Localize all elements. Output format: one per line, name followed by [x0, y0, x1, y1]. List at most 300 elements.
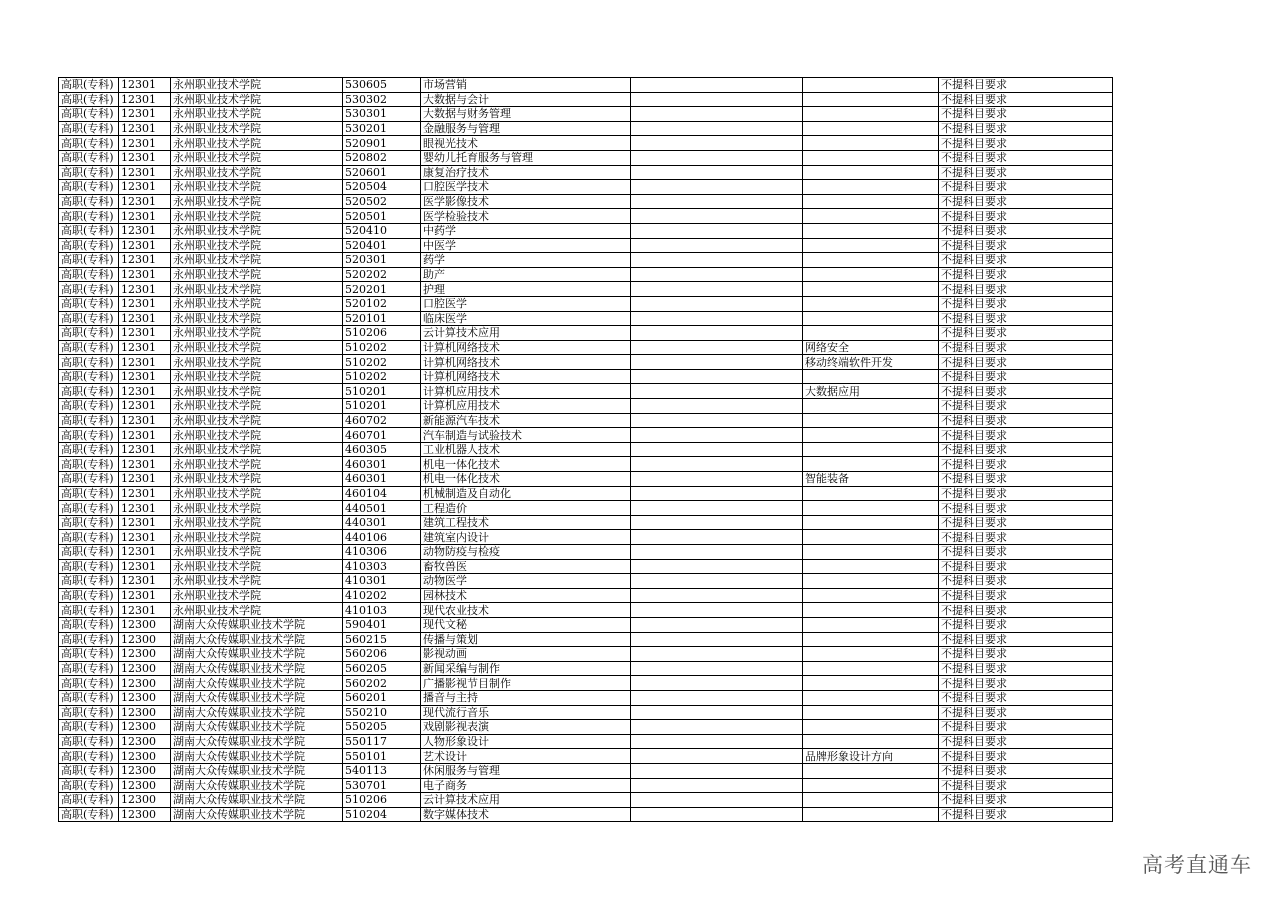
- table-row: [59, 369, 1113, 384]
- major-code-cell: 530301: [343, 107, 421, 122]
- major-code-cell: 410303: [343, 559, 421, 574]
- major-name-cell: 药学: [421, 253, 631, 268]
- major-name-cell: 电子商务: [421, 778, 631, 793]
- major-code-cell: 460301: [343, 472, 421, 487]
- major-code-cell: 510206: [343, 326, 421, 341]
- school-name-cell: 永州职业技术学院: [171, 267, 343, 282]
- direction-cell: 移动终端软件开发: [803, 355, 939, 370]
- blank-cell: [631, 734, 803, 749]
- school-name-cell: 永州职业技术学院: [171, 180, 343, 195]
- school-name-cell: 永州职业技术学院: [171, 253, 343, 268]
- table-row: [59, 763, 1113, 778]
- direction-cell: [803, 676, 939, 691]
- table-row: [59, 209, 1113, 224]
- table-row: [59, 194, 1113, 209]
- school-name-cell: 永州职业技术学院: [171, 486, 343, 501]
- school-code-cell: 12301: [119, 428, 171, 443]
- school-code-cell: 12301: [119, 559, 171, 574]
- school-name-cell: 永州职业技术学院: [171, 150, 343, 165]
- major-code-cell: 560205: [343, 661, 421, 676]
- level-cell: 高职(专科): [59, 588, 119, 603]
- major-name-cell: 动物医学: [421, 574, 631, 589]
- school-code-cell: 12301: [119, 326, 171, 341]
- requirement-cell: 不提科目要求: [939, 501, 1113, 516]
- requirement-cell: 不提科目要求: [939, 705, 1113, 720]
- blank-cell: [631, 296, 803, 311]
- level-cell: 高职(专科): [59, 223, 119, 238]
- table-row: [59, 734, 1113, 749]
- blank-cell: [631, 778, 803, 793]
- requirement-cell: 不提科目要求: [939, 588, 1113, 603]
- major-code-cell: 510204: [343, 807, 421, 822]
- direction-cell: [803, 734, 939, 749]
- blank-cell: [631, 399, 803, 414]
- blank-cell: [631, 793, 803, 808]
- major-name-cell: 现代文秘: [421, 617, 631, 632]
- major-code-cell: 440301: [343, 515, 421, 530]
- level-cell: 高职(专科): [59, 749, 119, 764]
- major-name-cell: 机械制造及自动化: [421, 486, 631, 501]
- level-cell: 高职(专科): [59, 472, 119, 487]
- blank-cell: [631, 326, 803, 341]
- school-name-cell: 永州职业技术学院: [171, 399, 343, 414]
- major-name-cell: 云计算技术应用: [421, 326, 631, 341]
- level-cell: 高职(专科): [59, 501, 119, 516]
- level-cell: 高职(专科): [59, 296, 119, 311]
- requirement-cell: 不提科目要求: [939, 690, 1113, 705]
- major-code-cell: 520102: [343, 296, 421, 311]
- school-name-cell: 永州职业技术学院: [171, 238, 343, 253]
- school-code-cell: 12301: [119, 150, 171, 165]
- major-name-cell: 艺术设计: [421, 749, 631, 764]
- school-name-cell: 永州职业技术学院: [171, 442, 343, 457]
- major-name-cell: 机电一体化技术: [421, 457, 631, 472]
- blank-cell: [631, 603, 803, 618]
- direction-cell: [803, 282, 939, 297]
- school-name-cell: 永州职业技术学院: [171, 603, 343, 618]
- school-code-cell: 12301: [119, 296, 171, 311]
- requirement-cell: 不提科目要求: [939, 384, 1113, 399]
- major-name-cell: 汽车制造与试验技术: [421, 428, 631, 443]
- major-code-cell: 410103: [343, 603, 421, 618]
- level-cell: 高职(专科): [59, 793, 119, 808]
- major-code-cell: 550210: [343, 705, 421, 720]
- requirement-cell: 不提科目要求: [939, 545, 1113, 560]
- direction-cell: [803, 793, 939, 808]
- direction-cell: [803, 209, 939, 224]
- level-cell: 高职(专科): [59, 457, 119, 472]
- blank-cell: [631, 647, 803, 662]
- requirement-cell: 不提科目要求: [939, 399, 1113, 414]
- school-code-cell: 12300: [119, 793, 171, 808]
- blank-cell: [631, 574, 803, 589]
- school-code-cell: 12300: [119, 807, 171, 822]
- major-name-cell: 云计算技术应用: [421, 793, 631, 808]
- direction-cell: [803, 632, 939, 647]
- blank-cell: [631, 515, 803, 530]
- school-code-cell: 12301: [119, 165, 171, 180]
- requirement-cell: 不提科目要求: [939, 559, 1113, 574]
- school-code-cell: 12301: [119, 603, 171, 618]
- requirement-cell: 不提科目要求: [939, 296, 1113, 311]
- level-cell: 高职(专科): [59, 399, 119, 414]
- table-row: [59, 180, 1113, 195]
- major-code-cell: 540113: [343, 763, 421, 778]
- requirement-cell: 不提科目要求: [939, 632, 1113, 647]
- level-cell: 高职(专科): [59, 253, 119, 268]
- major-code-cell: 520901: [343, 136, 421, 151]
- school-code-cell: 12301: [119, 413, 171, 428]
- direction-cell: [803, 705, 939, 720]
- school-name-cell: 永州职业技术学院: [171, 92, 343, 107]
- requirement-cell: 不提科目要求: [939, 734, 1113, 749]
- direction-cell: [803, 442, 939, 457]
- requirement-cell: 不提科目要求: [939, 617, 1113, 632]
- blank-cell: [631, 238, 803, 253]
- major-name-cell: 现代农业技术: [421, 603, 631, 618]
- table-row: [59, 296, 1113, 311]
- major-code-cell: 520601: [343, 165, 421, 180]
- blank-cell: [631, 311, 803, 326]
- blank-cell: [631, 282, 803, 297]
- major-name-cell: 口腔医学: [421, 296, 631, 311]
- level-cell: 高职(专科): [59, 121, 119, 136]
- requirement-cell: 不提科目要求: [939, 807, 1113, 822]
- school-code-cell: 12301: [119, 574, 171, 589]
- major-code-cell: 510201: [343, 384, 421, 399]
- direction-cell: [803, 92, 939, 107]
- table-row: [59, 559, 1113, 574]
- requirement-cell: 不提科目要求: [939, 486, 1113, 501]
- direction-cell: [803, 545, 939, 560]
- major-code-cell: 510201: [343, 399, 421, 414]
- direction-cell: [803, 588, 939, 603]
- school-name-cell: 永州职业技术学院: [171, 545, 343, 560]
- major-code-cell: 550101: [343, 749, 421, 764]
- school-code-cell: 12301: [119, 340, 171, 355]
- major-name-cell: 中药学: [421, 223, 631, 238]
- school-name-cell: 永州职业技术学院: [171, 326, 343, 341]
- school-name-cell: 永州职业技术学院: [171, 165, 343, 180]
- school-name-cell: 永州职业技术学院: [171, 223, 343, 238]
- blank-cell: [631, 78, 803, 93]
- major-code-cell: 460104: [343, 486, 421, 501]
- table-row: [59, 282, 1113, 297]
- direction-cell: 网络安全: [803, 340, 939, 355]
- major-code-cell: 560202: [343, 676, 421, 691]
- table-row: [59, 136, 1113, 151]
- level-cell: 高职(专科): [59, 180, 119, 195]
- direction-cell: [803, 78, 939, 93]
- direction-cell: [803, 647, 939, 662]
- blank-cell: [631, 194, 803, 209]
- direction-cell: [803, 238, 939, 253]
- direction-cell: [803, 559, 939, 574]
- major-code-cell: 440106: [343, 530, 421, 545]
- school-name-cell: 永州职业技术学院: [171, 136, 343, 151]
- school-code-cell: 12301: [119, 209, 171, 224]
- school-name-cell: 湖南大众传媒职业技术学院: [171, 778, 343, 793]
- table-row: [59, 326, 1113, 341]
- level-cell: 高职(专科): [59, 326, 119, 341]
- blank-cell: [631, 442, 803, 457]
- major-name-cell: 现代流行音乐: [421, 705, 631, 720]
- school-name-cell: 湖南大众传媒职业技术学院: [171, 734, 343, 749]
- school-name-cell: 永州职业技术学院: [171, 588, 343, 603]
- direction-cell: [803, 690, 939, 705]
- direction-cell: [803, 136, 939, 151]
- school-code-cell: 12301: [119, 530, 171, 545]
- major-code-cell: 550205: [343, 720, 421, 735]
- table-row: [59, 150, 1113, 165]
- school-name-cell: 永州职业技术学院: [171, 311, 343, 326]
- table-row: [59, 617, 1113, 632]
- school-name-cell: 湖南大众传媒职业技术学院: [171, 676, 343, 691]
- requirement-cell: 不提科目要求: [939, 442, 1113, 457]
- direction-cell: [803, 107, 939, 122]
- requirement-cell: 不提科目要求: [939, 267, 1113, 282]
- major-name-cell: 工业机器人技术: [421, 442, 631, 457]
- major-name-cell: 计算机网络技术: [421, 369, 631, 384]
- requirement-cell: 不提科目要求: [939, 676, 1113, 691]
- school-code-cell: 12301: [119, 121, 171, 136]
- school-code-cell: 12300: [119, 690, 171, 705]
- blank-cell: [631, 369, 803, 384]
- requirement-cell: 不提科目要求: [939, 778, 1113, 793]
- school-code-cell: 12301: [119, 355, 171, 370]
- major-code-cell: 460305: [343, 442, 421, 457]
- blank-cell: [631, 136, 803, 151]
- table-row: [59, 603, 1113, 618]
- blank-cell: [631, 253, 803, 268]
- table-body: [59, 78, 1113, 822]
- level-cell: 高职(专科): [59, 705, 119, 720]
- direction-cell: [803, 457, 939, 472]
- school-code-cell: 12300: [119, 676, 171, 691]
- requirement-cell: 不提科目要求: [939, 194, 1113, 209]
- level-cell: 高职(专科): [59, 238, 119, 253]
- school-code-cell: 12301: [119, 311, 171, 326]
- school-code-cell: 12301: [119, 588, 171, 603]
- level-cell: 高职(专科): [59, 107, 119, 122]
- level-cell: 高职(专科): [59, 340, 119, 355]
- table-row: [59, 807, 1113, 822]
- level-cell: 高职(专科): [59, 355, 119, 370]
- school-name-cell: 永州职业技术学院: [171, 501, 343, 516]
- blank-cell: [631, 223, 803, 238]
- major-name-cell: 影视动画: [421, 647, 631, 662]
- level-cell: 高职(专科): [59, 136, 119, 151]
- direction-cell: [803, 486, 939, 501]
- major-code-cell: 520501: [343, 209, 421, 224]
- blank-cell: [631, 676, 803, 691]
- level-cell: 高职(专科): [59, 486, 119, 501]
- table-row: [59, 501, 1113, 516]
- major-name-cell: 园林技术: [421, 588, 631, 603]
- requirement-cell: 不提科目要求: [939, 749, 1113, 764]
- direction-cell: [803, 428, 939, 443]
- direction-cell: [803, 165, 939, 180]
- table-row: [59, 253, 1113, 268]
- major-code-cell: 590401: [343, 617, 421, 632]
- major-code-cell: 510206: [343, 793, 421, 808]
- table-row: [59, 399, 1113, 414]
- level-cell: 高职(专科): [59, 150, 119, 165]
- requirement-cell: 不提科目要求: [939, 515, 1113, 530]
- requirement-cell: 不提科目要求: [939, 472, 1113, 487]
- direction-cell: [803, 311, 939, 326]
- major-name-cell: 助产: [421, 267, 631, 282]
- blank-cell: [631, 690, 803, 705]
- major-name-cell: 传播与策划: [421, 632, 631, 647]
- direction-cell: [803, 399, 939, 414]
- major-code-cell: 520202: [343, 267, 421, 282]
- school-code-cell: 12301: [119, 515, 171, 530]
- school-code-cell: 12301: [119, 282, 171, 297]
- major-code-cell: 440501: [343, 501, 421, 516]
- level-cell: 高职(专科): [59, 165, 119, 180]
- level-cell: 高职(专科): [59, 545, 119, 560]
- blank-cell: [631, 632, 803, 647]
- school-code-cell: 12301: [119, 442, 171, 457]
- requirement-cell: 不提科目要求: [939, 574, 1113, 589]
- school-code-cell: 12300: [119, 734, 171, 749]
- major-name-cell: 计算机应用技术: [421, 399, 631, 414]
- table-row: [59, 78, 1113, 93]
- direction-cell: 大数据应用: [803, 384, 939, 399]
- table-row: [59, 267, 1113, 282]
- school-name-cell: 永州职业技术学院: [171, 209, 343, 224]
- school-name-cell: 湖南大众传媒职业技术学院: [171, 793, 343, 808]
- major-code-cell: 560215: [343, 632, 421, 647]
- blank-cell: [631, 428, 803, 443]
- major-name-cell: 畜牧兽医: [421, 559, 631, 574]
- school-code-cell: 12300: [119, 632, 171, 647]
- school-code-cell: 12301: [119, 472, 171, 487]
- blank-cell: [631, 501, 803, 516]
- major-name-cell: 医学影像技术: [421, 194, 631, 209]
- level-cell: 高职(专科): [59, 720, 119, 735]
- requirement-cell: 不提科目要求: [939, 282, 1113, 297]
- major-code-cell: 410202: [343, 588, 421, 603]
- table-row: [59, 442, 1113, 457]
- table-row: [59, 486, 1113, 501]
- level-cell: 高职(专科): [59, 763, 119, 778]
- major-name-cell: 婴幼儿托育服务与管理: [421, 150, 631, 165]
- table-row: [59, 632, 1113, 647]
- major-code-cell: 560206: [343, 647, 421, 662]
- major-name-cell: 金融服务与管理: [421, 121, 631, 136]
- school-code-cell: 12301: [119, 457, 171, 472]
- school-name-cell: 永州职业技术学院: [171, 340, 343, 355]
- major-name-cell: 戏剧影视表演: [421, 720, 631, 735]
- level-cell: 高职(专科): [59, 661, 119, 676]
- school-name-cell: 湖南大众传媒职业技术学院: [171, 632, 343, 647]
- major-code-cell: 560201: [343, 690, 421, 705]
- requirement-cell: 不提科目要求: [939, 121, 1113, 136]
- requirement-cell: 不提科目要求: [939, 223, 1113, 238]
- major-code-cell: 510202: [343, 340, 421, 355]
- blank-cell: [631, 355, 803, 370]
- school-name-cell: 永州职业技术学院: [171, 530, 343, 545]
- blank-cell: [631, 150, 803, 165]
- major-code-cell: 510202: [343, 369, 421, 384]
- major-name-cell: 护理: [421, 282, 631, 297]
- school-code-cell: 12301: [119, 238, 171, 253]
- level-cell: 高职(专科): [59, 428, 119, 443]
- blank-cell: [631, 486, 803, 501]
- direction-cell: [803, 413, 939, 428]
- requirement-cell: 不提科目要求: [939, 165, 1113, 180]
- level-cell: 高职(专科): [59, 209, 119, 224]
- school-name-cell: 永州职业技术学院: [171, 78, 343, 93]
- blank-cell: [631, 384, 803, 399]
- school-code-cell: 12301: [119, 486, 171, 501]
- blank-cell: [631, 209, 803, 224]
- requirement-cell: 不提科目要求: [939, 92, 1113, 107]
- requirement-cell: 不提科目要求: [939, 311, 1113, 326]
- school-code-cell: 12300: [119, 647, 171, 662]
- major-code-cell: 460702: [343, 413, 421, 428]
- major-code-cell: 460301: [343, 457, 421, 472]
- table-row: [59, 588, 1113, 603]
- major-name-cell: 建筑工程技术: [421, 515, 631, 530]
- table-row: [59, 545, 1113, 560]
- level-cell: 高职(专科): [59, 559, 119, 574]
- direction-cell: [803, 661, 939, 676]
- major-code-cell: 520502: [343, 194, 421, 209]
- major-name-cell: 计算机网络技术: [421, 340, 631, 355]
- school-code-cell: 12301: [119, 501, 171, 516]
- table-row: [59, 661, 1113, 676]
- major-name-cell: 中医学: [421, 238, 631, 253]
- school-code-cell: 12300: [119, 617, 171, 632]
- school-code-cell: 12300: [119, 763, 171, 778]
- blank-cell: [631, 807, 803, 822]
- direction-cell: [803, 253, 939, 268]
- table-row: [59, 749, 1113, 764]
- major-name-cell: 建筑室内设计: [421, 530, 631, 545]
- table-row: [59, 705, 1113, 720]
- school-name-cell: 湖南大众传媒职业技术学院: [171, 690, 343, 705]
- blank-cell: [631, 267, 803, 282]
- blank-cell: [631, 457, 803, 472]
- level-cell: 高职(专科): [59, 603, 119, 618]
- school-name-cell: 永州职业技术学院: [171, 194, 343, 209]
- school-name-cell: 永州职业技术学院: [171, 369, 343, 384]
- direction-cell: [803, 807, 939, 822]
- level-cell: 高职(专科): [59, 267, 119, 282]
- major-code-cell: 520101: [343, 311, 421, 326]
- level-cell: 高职(专科): [59, 78, 119, 93]
- school-name-cell: 永州职业技术学院: [171, 296, 343, 311]
- requirement-cell: 不提科目要求: [939, 209, 1113, 224]
- school-name-cell: 永州职业技术学院: [171, 472, 343, 487]
- school-code-cell: 12301: [119, 545, 171, 560]
- school-code-cell: 12301: [119, 92, 171, 107]
- school-name-cell: 湖南大众传媒职业技术学院: [171, 705, 343, 720]
- school-name-cell: 永州职业技术学院: [171, 574, 343, 589]
- level-cell: 高职(专科): [59, 442, 119, 457]
- major-name-cell: 康复治疗技术: [421, 165, 631, 180]
- table-row: [59, 384, 1113, 399]
- school-name-cell: 永州职业技术学院: [171, 107, 343, 122]
- level-cell: 高职(专科): [59, 632, 119, 647]
- table-row: [59, 107, 1113, 122]
- school-code-cell: 12301: [119, 107, 171, 122]
- school-name-cell: 永州职业技术学院: [171, 355, 343, 370]
- table-row: [59, 574, 1113, 589]
